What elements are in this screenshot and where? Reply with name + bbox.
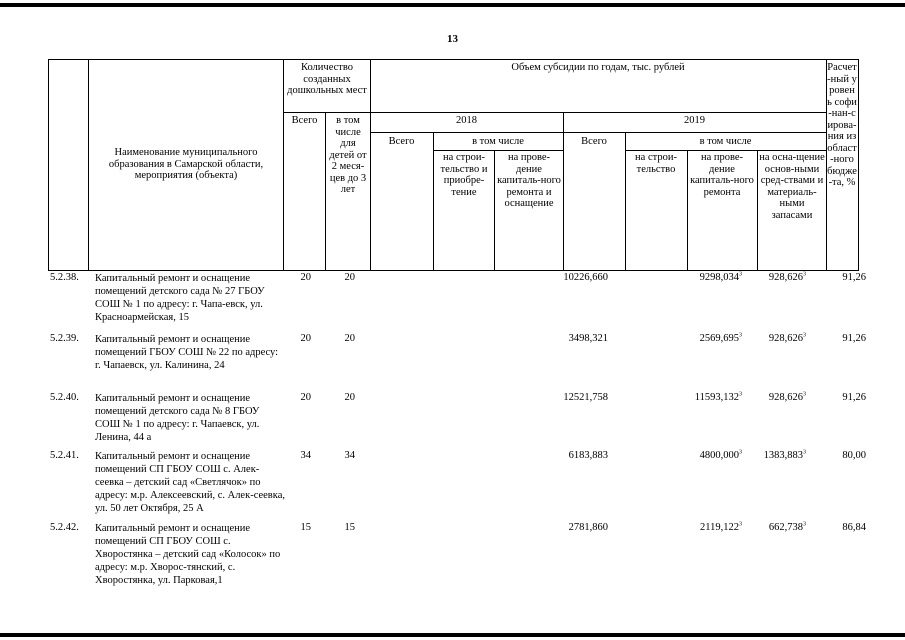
header-2019-construction: на строи-тельство <box>635 152 677 175</box>
header-2019-repair: на прове-дение капиталь-ного ремонта <box>690 152 754 198</box>
header-places-incl: в том числе для детей от 2 меся-цев до 3 лет <box>329 115 367 195</box>
header-name: Наименование муниципального образования в Самарской области, мероприятия (объекта) <box>108 147 264 181</box>
header-places: Количество созданных дошкольных мест <box>287 62 367 96</box>
cofinancing-level: 80,00 <box>842 450 866 461</box>
cofinancing-level: 91,26 <box>842 272 866 283</box>
places-total: 20 <box>300 333 311 344</box>
row-number: 5.2.41. <box>50 450 79 461</box>
repair-2019: 2119,122$^3$ <box>700 521 742 533</box>
repair-2019: 2569,695$^3$ <box>699 332 742 344</box>
repair-2019: 4800,000$^3$ <box>699 449 742 461</box>
equip-2019: 662,738$^3$ <box>768 521 806 533</box>
header-cofinancing-level: Расчет-ный уровень софи-нан-сирова-ния из област-ного бюдже-та, % <box>827 62 857 188</box>
row-name: Капитальный ремонт и оснащение помещений СП ГБОУ СОШ с. Алек-сеевка – детский сад «Светлячок» по адресу: м.р. Алексеевский, с. Алек-сеевка, ул. 50 лет Октября, 25 А <box>95 451 285 514</box>
places-total: 34 <box>300 450 311 461</box>
total-2019: 6183,883 <box>568 450 608 461</box>
places-total: 20 <box>300 272 311 283</box>
cofinancing-level: 86,84 <box>842 522 866 533</box>
header-2018-repair: на прове-дение капиталь-ного ремонта и оснащение <box>497 152 561 209</box>
repair-2019: 9298,034$^3$ <box>699 271 742 283</box>
header-2019-incl: в том числе <box>699 136 752 147</box>
page-number: 13 <box>447 33 458 45</box>
equip-2019: 928,626$^3$ <box>768 391 806 403</box>
row-number: 5.2.38. <box>50 272 79 283</box>
header-2019-equip: на осна-щение основ-ными сред-ствами и материаль-ными запасами <box>759 152 825 221</box>
equip-2019: 928,626$^3$ <box>768 271 806 283</box>
row-name: Капитальный ремонт и оснащение помещений ГБОУ СОШ № 22 по адресу: г. Чапаевск, ул. Калинина, 24 <box>95 334 279 371</box>
total-2019: 2781,860 <box>568 522 608 533</box>
row-number: 5.2.39. <box>50 333 79 344</box>
bottom-border <box>0 633 905 637</box>
total-2019: 12521,758 <box>563 392 608 403</box>
places-incl: 20 <box>344 272 355 283</box>
header-places-total: Всего <box>291 115 318 126</box>
header-2018-total: Всего <box>388 136 415 147</box>
top-border <box>0 3 905 7</box>
places-total: 15 <box>300 522 311 533</box>
equip-2019: 1383,883$^3$ <box>763 449 806 461</box>
row-name: Капитальный ремонт и оснащение помещений СП ГБОУ СОШ с. Хворостянка – детский сад «Колосок» по адресу: м.р. Хворос-тянский, с. Хворостянка, ул. Парковая,1 <box>95 523 281 586</box>
places-incl: 15 <box>344 522 355 533</box>
places-incl: 20 <box>344 392 355 403</box>
total-2019: 3498,321 <box>568 333 608 344</box>
header-2018-incl: в том числе <box>472 136 524 147</box>
total-2019: 10226,660 <box>563 272 608 283</box>
row-name: Капитальный ремонт и оснащение помещений детского сада № 8 ГБОУ СОШ № 1 по адресу: г. Чапаевск, ул. Ленина, 44 а <box>95 393 260 443</box>
repair-2019: 11593,132$^3$ <box>694 391 742 403</box>
cofinancing-level: 91,26 <box>842 392 866 403</box>
row-name: Капитальный ремонт и оснащение помещений детского сада № 27 ГБОУ СОШ № 1 по адресу: г. Чапа-евск, ул. Красноармейская, 15 <box>95 273 265 323</box>
header-year-2018: 2018 <box>456 115 477 126</box>
equip-2019: 928,626$^3$ <box>768 332 806 344</box>
places-incl: 20 <box>344 333 355 344</box>
row-number: 5.2.40. <box>50 392 79 403</box>
places-incl: 34 <box>344 450 355 461</box>
header-year-2019: 2019 <box>684 115 705 126</box>
places-total: 20 <box>300 392 311 403</box>
header-2019-total: Всего <box>581 136 607 147</box>
header-subsidy: Объем субсидии по годам, тыс. рублей <box>511 62 685 73</box>
cofinancing-level: 91,26 <box>842 333 866 344</box>
header-2018-construction: на строи-тельство и приобре-тение <box>440 152 488 198</box>
row-number: 5.2.42. <box>50 522 79 533</box>
